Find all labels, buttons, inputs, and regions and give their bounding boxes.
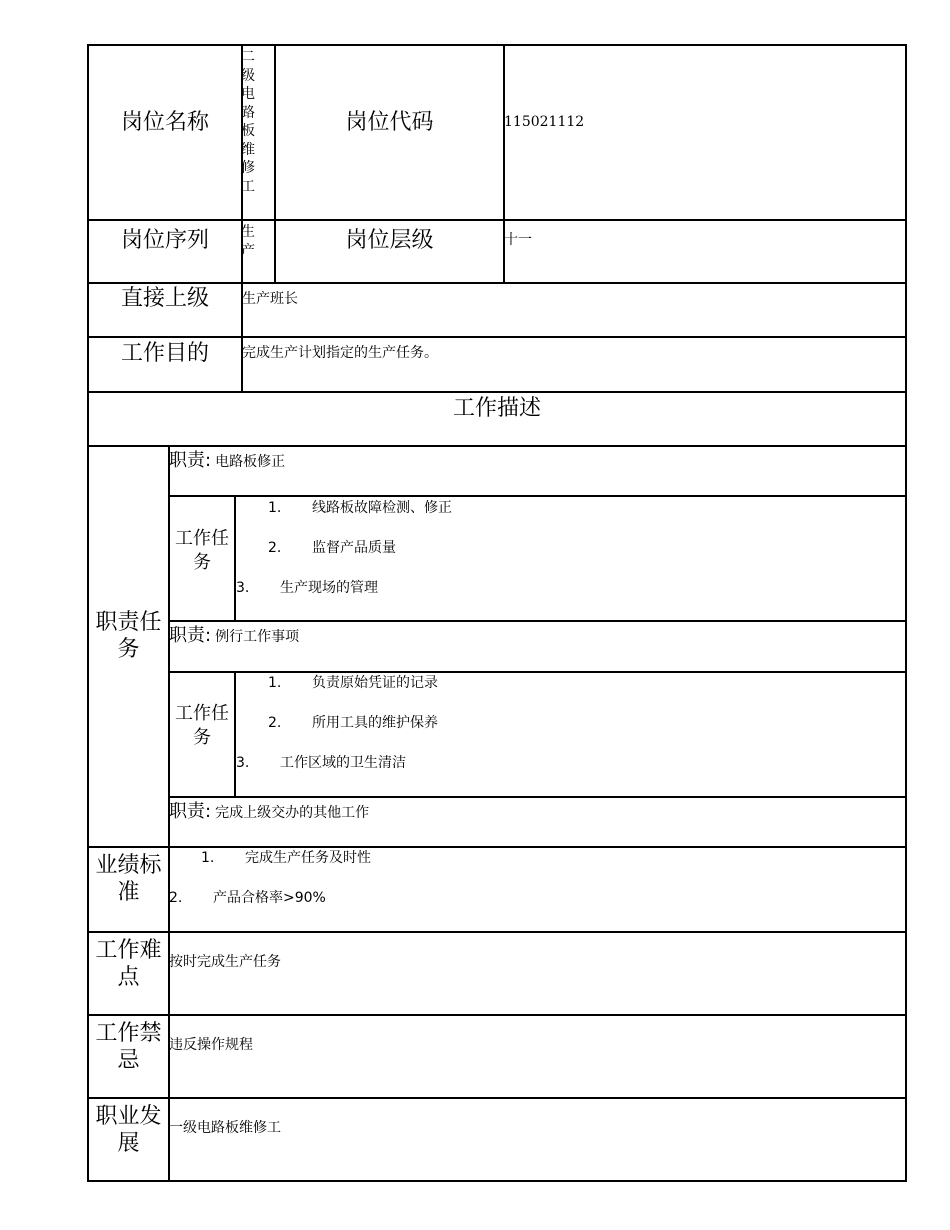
duties-section-label: 职责任务 bbox=[95, 610, 162, 662]
position-series-label: 岗位序列 bbox=[120, 228, 209, 253]
taboo-value: 违反操作规程 bbox=[169, 1037, 253, 1053]
duty-prefix: 职责: bbox=[169, 625, 212, 646]
task-text: 负责原始凭证的记录 bbox=[312, 675, 438, 691]
description-title: 工作描述 bbox=[452, 396, 541, 421]
supervisor-value: 生产班长 bbox=[242, 291, 298, 307]
task-text: 线路板故障检测、修正 bbox=[312, 500, 452, 516]
task-text: 所用工具的维护保养 bbox=[312, 715, 438, 731]
performance-label: 业绩标准 bbox=[95, 853, 162, 905]
task-number: 1. bbox=[268, 500, 282, 516]
taboo-label: 工作禁忌 bbox=[95, 1021, 162, 1073]
difficulty-label: 工作难点 bbox=[95, 938, 162, 990]
task-number: 3. bbox=[236, 755, 250, 771]
task-label: 工作任务 bbox=[175, 528, 229, 573]
performance-number: 1. bbox=[201, 850, 215, 866]
position-level-label: 岗位层级 bbox=[345, 228, 434, 253]
duty-row bbox=[169, 452, 285, 470]
duty-name: 例行工作事项 bbox=[215, 629, 300, 645]
task-text: 生产现场的管理 bbox=[280, 580, 378, 596]
task-number: 2. bbox=[268, 715, 282, 731]
duty-prefix: 职责: bbox=[169, 450, 212, 471]
position-name-label: 岗位名称 bbox=[120, 110, 209, 135]
duty-name: 电路板修正 bbox=[215, 454, 286, 470]
position-name-value: 二级电路板维修工 bbox=[241, 49, 255, 195]
task-number: 3. bbox=[236, 580, 250, 596]
task-text: 监督产品质量 bbox=[312, 540, 396, 556]
difficulty-value: 按时完成生产任务 bbox=[169, 954, 281, 970]
performance-text: 完成生产任务及时性 bbox=[245, 850, 371, 866]
purpose-value: 完成生产计划指定的生产任务。 bbox=[242, 345, 438, 361]
supervisor-label: 直接上级 bbox=[120, 286, 209, 311]
task-label: 工作任务 bbox=[175, 703, 229, 748]
duty-name: 完成上级交办的其他工作 bbox=[215, 805, 370, 821]
duty-row bbox=[169, 627, 299, 645]
position-code-label: 岗位代码 bbox=[345, 110, 434, 135]
position-series-value: 生产 bbox=[241, 224, 255, 259]
purpose-label: 工作目的 bbox=[120, 341, 209, 366]
task-number: 1. bbox=[268, 675, 282, 691]
career-value: 一级电路板维修工 bbox=[169, 1120, 281, 1136]
duty-prefix: 职责: bbox=[169, 801, 212, 822]
performance-number: 2. bbox=[169, 890, 183, 906]
position-code-value: 115021112 bbox=[504, 114, 585, 130]
task-number: 2. bbox=[268, 540, 282, 556]
position-level-value: 十一 bbox=[504, 232, 532, 248]
performance-text: 产品合格率>90% bbox=[213, 890, 326, 906]
career-label: 职业发展 bbox=[95, 1104, 162, 1156]
duty-row bbox=[169, 803, 369, 821]
task-text: 工作区域的卫生清洁 bbox=[280, 755, 406, 771]
